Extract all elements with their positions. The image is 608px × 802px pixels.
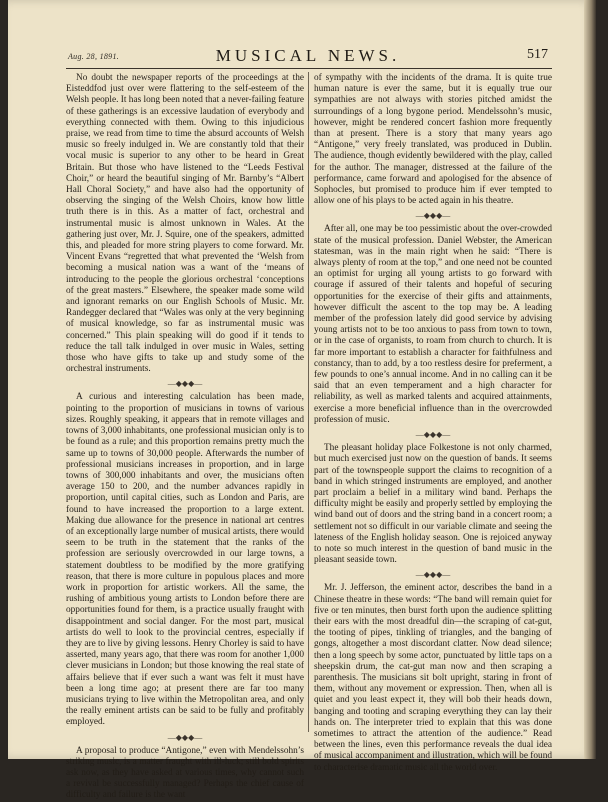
section-ornament: —◆◆◆— xyxy=(415,211,451,221)
newspaper-page xyxy=(8,0,596,801)
section-ornament: —◆◆◆— xyxy=(415,430,451,440)
paragraph-eisteddfod: No doubt the newspaper reports of the proceedings at the Eisteddfod just over were flattering to the self-esteem of the Welsh people. It has long been noted that a never-failing feature of these gatherings is an excessive laudation of everybody and everything connected with them. Owing to this injudicious praise, we read from time to time the absurd accounts of Welsh music so freely indulged in. We are constantly told that their vocal music is superior to any other to be heard in Great Britain. But those who have listened to the “Leeds Festival Choir,” or heard the beautiful singing of Mr. Barnby’s “Albert Hall Choral Society,” and have also had the opportunity of observing the singing of the Welsh Choirs, know how little truth there is in this. As a matter of fact, orchestral and instrumental music is almost unknown in Wales. At the gathering just over, Mr. J. Squire, one of the speakers, admitted this, and pleaded for more string players to come forward. Mr. Vincent Evans “regretted that what prevented the ‘Welsh from becoming a musical nation was a want of the ‘means of introducing to the people the glorious orchestral ‘conceptions of the great masters.” Elsewhere, the speaker made some wild and ignorant remarks on our English Schools of Music. Mr. Randegger declared that “Wales was only at the very beginning of musical knowledge, so far as instrumental music was concerned.” This plain speaking will do good if it tends to reduce the tall talk indulged in over music in Wales, setting those who have gifts to take up and study some of the orchestral instruments. xyxy=(66,73,304,375)
paragraph-overcrowded-profession: After all, one may be too pessimistic about the over-crowded state of the musical profession. Daniel Webster, the American statesman, was in the main right when he said: “There is always plenty of room at the top,” and one need not be counted an optimist for urging all young artists to go forward with courage if assured of their talents and hopeful of securing opportunities for the exercise of their gifts and attainments, however difficult the ascent to the top may be. A leading member of the profession lately did good service by advising young artists not to be too anxious to pass from town to town, or in the case of organists, to roam from church to church. It is far more important to establish a character for faithfulness and constancy, than to add, by a too restless desire for preferment, a few pounds to one’s annual income. And in no calling can it be said that an even temperament and a high character for reliability, as well as marked talents and acquired attainments, exercise a more beneficial influence than in the overcrowded profession of music. xyxy=(314,224,552,425)
paragraph-chinese-theatre: Mr. J. Jefferson, the eminent actor, describes the band in a Chinese theatre in these words: “The band will remain quiet for five or ten minutes, then burst forth upon the audience splitting their ears with the most dreadful din—the scraping of cat-gut, the tooting of pipes, tinkling of triangles, and the banging of gongs, altogether a most discordant clatter. Now dead silence; then a long speech by some actor, punctuated by little taps on a sheepskin drum, the cat-gut man now and then scraping a parenthesis. The musicians sit bolt upright, staring in front of them, without any movement or expression. Then, when all is quiet and you least expect it, they will bob their heads down, banging and tooting and scraping everything they can lay their hands on. The interpreter tried to explain that this was done sometimes to attract the attention of the audience.” Read between the lines, even this performance reveals the dual idea of musical accompaniment and illustration, which will be found to characterise dramatic music all the world over. xyxy=(314,583,552,773)
binding-edge xyxy=(584,0,596,759)
left-column xyxy=(66,73,304,802)
issue-date: Aug. 28, 1891. xyxy=(68,52,120,61)
page-number: 517 xyxy=(527,47,548,62)
right-column xyxy=(314,73,552,774)
header-rule xyxy=(66,68,552,69)
paragraph-antigone: A proposal to produce “Antigone,” even with Mendelssohn’s striking music, is a matter fraught with ill-luck; still bold spirits ask now, as they have asked at various times, why cannot such a revival be successfully managed? Perhaps the chief cause of difficulty and failure is the want xyxy=(66,745,304,801)
paragraph-musicians-calculation: A curious and interesting calculation has been made, pointing to the proportion of musicians in towns of various sizes. Roughly speaking, it appears that in remote villages and towns of 3,000 inhabitants, one professional musician only is to be found as a rule; and this proportion remains pretty much the same up to towns of 30,000 people. Afterwards the number of professional musicians increases in proportion, and in large towns of 300,000 inhabitants and over, the musicians often average 150 to 200, and the number advances rapidly in proportion, until capital cities, such as London and Paris, are found to have increased the proportion to a large extent. Making due allowance for the presence in national art centres of an exceptionally large number of musical artists, there would seem to be truth in the statement that the ranks of the profession are seriously overcrowded in our large towns, a statement doubtless to be modified by the more gratifying reason, that there is more culture in populous places and more work in proportion for artistic workers. All the same, the rushing of ambitious young artists to London before there are opportunities found for them, is a practice usually fraught with disappointment and social danger. For the most part, musical artists do well to look to the provincial centres, especially if they are to live by giving lessons. Henry Chorley is said to have asserted, many years ago, that there was room for another 1,000 clever musicians in London; but those knowing the real state of affairs believe that if ever such a want was felt it must have been a long time ago; at present there are far too many musicians trying to live within the Metropolitan area, and only the really eminent artists can be said to be fully and profitably employed. xyxy=(66,392,304,728)
page-header xyxy=(68,46,548,68)
section-ornament: —◆◆◆— xyxy=(415,570,451,580)
paragraph-folkestone-bands: The pleasant holiday place Folkestone is not only charmed, but much exercised just now on the question of bands. It seems part of the townspeople support the claims to recognition of a band in which stringed instruments are employed, and another part proclaim a belief in a military wind band. Perhaps the difficulty might be easily and properly settled by employing the wind band out of doors and the string band in a concert room; a settlement not so difficult in our variable climate and seeing the lateness of the English holiday season. One is rejoiced anyway to note so much interest in the question of band music in the pleasant seaside town. xyxy=(314,443,552,566)
paragraph-antigone-continued: of sympathy with the incidents of the drama. It is quite true human nature is ever the same, but it is equally true our sympathies are not always with stories pitched amidst the surroundings of a long bygone period. Mendelssohn’s music, however, might be rendered concert fashion more frequently than at present. There is a story that many years ago “Antigone,” very freely translated, was produced in Dublin. The audience, though evidently bewildered with the play, called for the author. The manager, distressed at the failure of the performance, came forward and apologised for the absence of Sophocles, but promised to produce him if ever tempted to allow one of his plays to be acted again in his theatre. xyxy=(314,73,552,207)
section-ornament: —◆◆◆— xyxy=(167,732,203,742)
column-divider xyxy=(308,72,309,732)
section-ornament: —◆◆◆— xyxy=(167,379,203,389)
masthead-title: MUSICAL NEWS. xyxy=(215,46,401,65)
